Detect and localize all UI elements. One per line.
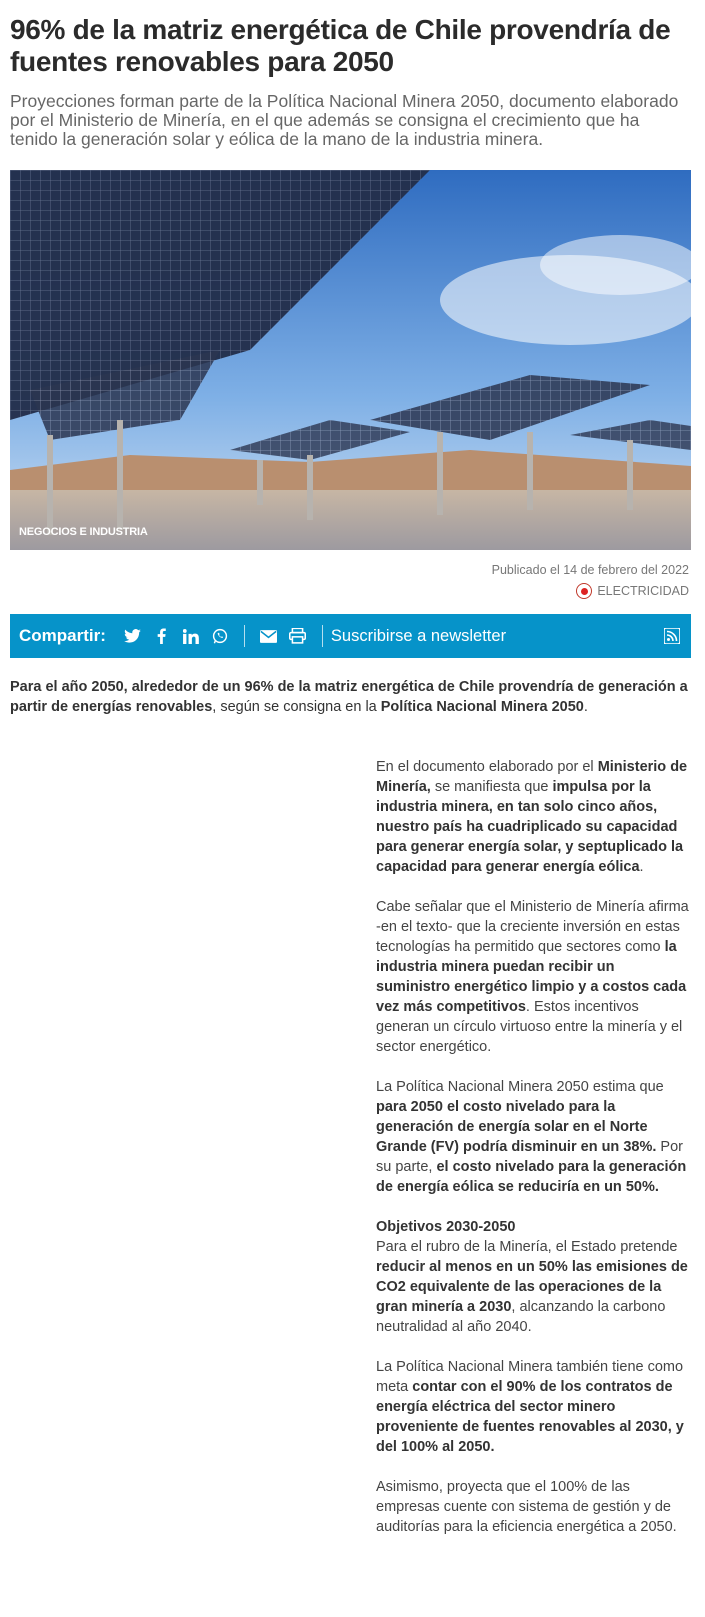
article-subtitle: Proyecciones forman parte de la Política Nacional Minera 2050, documento elaborado por el Ministerio de Minería, en el que además se consigna el crecimiento que ha tenido la generación solar y eólica de la mano de la industria minera. <box>10 91 679 149</box>
category-dot-icon <box>576 583 592 599</box>
print-icon[interactable] <box>289 627 307 645</box>
newsletter-link[interactable]: Suscribirse a newsletter <box>330 626 507 645</box>
share-divider <box>322 625 323 647</box>
paragraph: Cabe señalar que el Ministerio de Minería afirma -en el texto- que la creciente inversión en estas tecnologías ha permitido que sectores como la industria minera puedan recibir un suministro energético limpio y a costos cada vez más competitivos. Estos incentivos generan un círculo virtuoso entre la minería y el sector energético. <box>376 899 689 1055</box>
linkedin-icon[interactable] <box>182 627 200 645</box>
section-heading: Objetivos 2030-2050 <box>376 1219 516 1235</box>
publish-date: Publicado el 14 de febrero del 2022 <box>491 563 689 577</box>
category-label: ELECTRICIDAD <box>597 584 689 598</box>
paragraph: La Política Nacional Minera 2050 estima que para 2050 el costo nivelado para la generación de energía solar en el Norte Grande (FV) podría disminuir en un 38%. Por su parte, el costo nivelado para la generación de energía eólica se reduciría en un 50%. <box>376 1079 687 1195</box>
paragraph: En el documento elaborado por el Ministerio de Minería, se manifiesta que impulsa por la industria minera, en tan solo cinco años, nuestro país ha cuadriplicado su capacidad para generar energía solar, y septuplicado la capacidad para generar energía eólica. <box>376 759 688 875</box>
paragraph: Objetivos 2030-2050 Para el rubro de la Minería, el Estado pretende reducir al menos en un 50% las emisiones de CO2 equivalente de las operaciones de la gran minería a 2030, alcanzando la carbono neutralidad al año 2040. <box>376 1217 690 1337</box>
facebook-icon[interactable] <box>153 627 171 645</box>
email-icon[interactable] <box>260 627 278 645</box>
article-title: 96% de la matriz energética de Chile provendría de fuentes renovables para 2050 <box>10 14 671 77</box>
article-lead: Para el año 2050, alrededor de un 96% de la matriz energética de Chile provendría de generación a partir de energías renovables, según se consigna en la Política Nacional Minera 2050. <box>10 679 688 715</box>
paragraph: Asimismo, proyecta que el 100% de las empresas cuente con sistema de gestión y de auditorías para la eficiencia energética a 2050. <box>376 1479 677 1535</box>
share-bar <box>10 614 691 658</box>
share-divider <box>244 625 245 647</box>
twitter-icon[interactable] <box>124 627 142 645</box>
share-icons <box>124 625 327 647</box>
hero-image <box>10 170 691 550</box>
share-label: Compartir: <box>19 626 106 645</box>
rss-icon[interactable] <box>663 627 681 645</box>
whatsapp-icon[interactable] <box>211 627 229 645</box>
article-body <box>376 757 690 1557</box>
solar-panels-photo <box>10 170 691 550</box>
category-link[interactable] <box>576 583 689 599</box>
image-category-tag[interactable]: NEGOCIOS E INDUSTRIA <box>19 526 148 538</box>
paragraph: La Política Nacional Minera también tiene como meta contar con el 90% de los contratos de energía eléctrica del sector minero proveniente de fuentes renovables al 2030, y del 100% al 2050. <box>376 1359 684 1455</box>
